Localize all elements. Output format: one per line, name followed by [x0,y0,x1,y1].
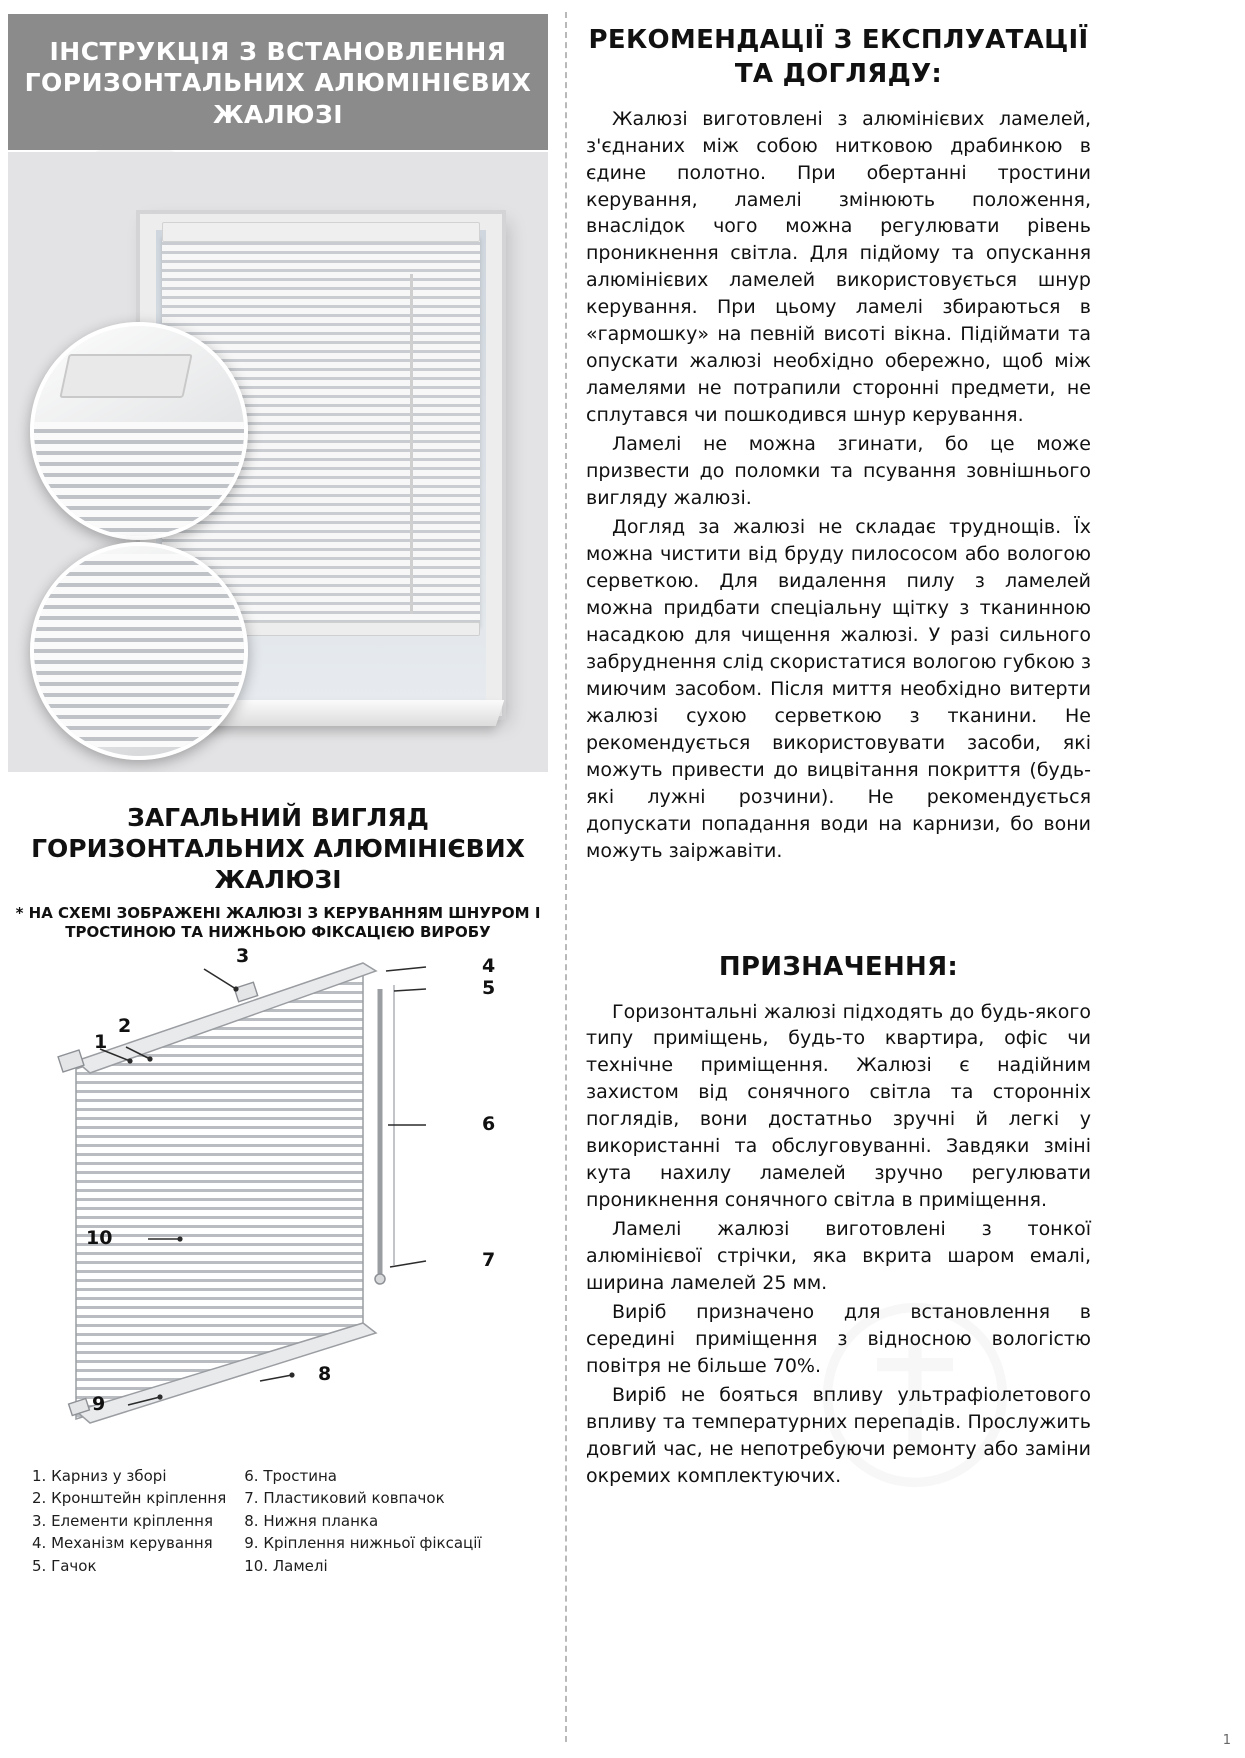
paragraph: Догляд за жалюзі не складає труднощів. Їх можна чистити від бруду пилососом або вологою серветкою. Для видалення пилу з ламелей можна придбати спеціальну щітку з тканинною насадкою для чищення жалюзі. У разі сильного забруднення слід скористатися вологою губкою з миючим засобом. Після миття необхідно витерти жалюзі сухою серветкою з тканини. Не рекомендується використовувати засоби, які можуть привести до вицвітання покриття (будь-які лужні розчини). Не рекомендується допускати попадання води на карнизи, бо вони можуть заіржавіти. [586,516,1091,862]
legend-item: 10. Ламелі [244,1556,328,1575]
detail-zoom-bracket [30,322,248,540]
callout-1: 1 [94,1030,108,1053]
callout-6: 6 [482,1112,496,1135]
legend-column-right [244,1465,481,1578]
callout-7: 7 [482,1248,496,1271]
purpose-heading: ПРИЗНАЧЕННЯ: [718,951,959,982]
callout-4: 4 [482,954,496,977]
detail-zoom-slats [30,542,248,760]
paragraph: Горизонтальні жалюзі підходять до будь-якого типу приміщень, будь-то квартира, офіс чи технічне приміщення. Жалюзі є надійним захистом від сонячного світла та сторонніх поглядів, вони достатньо зручні й легкі у використанні та обслуговуванні. Завдяки зміні кута нахилу ламелей зручно регулювати проникнення сонячного світла в приміщення. [586,1000,1091,1212]
paragraph: Ламелі жалюзі виготовлені з тонкої алюмінієвої стрічки, яка вкрита шаром емалі, ширина ламелей 25 мм. [586,1218,1091,1295]
care-heading: РЕКОМЕНДАЦІЇ З ЕКСПЛУАТАЦІЇ ТА ДОГЛЯДУ: [588,25,1089,89]
legend-item: 5. Гачок [32,1556,97,1575]
installation-photo [8,152,548,772]
callout-2: 2 [118,1014,132,1037]
callout-9: 9 [92,1392,106,1415]
column-divider [565,12,567,1742]
general-view-title: ЗАГАЛЬНИЙ ВИГЛЯД ГОРИЗОНТАЛЬНИХ АЛЮМІНІЄВИХ ЖАЛЮЗІ [31,802,525,895]
diagram-svg [8,949,548,1449]
right-column [586,24,1091,1492]
parts-legend [8,1459,548,1578]
paragraph: Жалюзі виготовлені з алюмінієвих ламелей, з'єднаних між собою нитковою драбинкою в єдине полотно. При обертанні тростини керування, ламелі змінюють положення, внаслідок чого можна регулювати рівень проникнення світла. Для підйому та опускання алюмінієвих ламелей використовується шнур керування. При цьому ламелі збираються в «гармошку» на певній висоті вікна. Підіймати та опускати жалюзі необхідно обережно, щоб між ламелями не потрапили сторонні предмети, не сплутався чи пошкодився шнур керування. [586,107,1091,427]
callout-8: 8 [318,1362,332,1385]
left-column [8,14,548,1577]
legend-item: 4. Механізм керування [32,1534,213,1552]
legend-item: 9. Кріплення нижньої фіксації [244,1534,482,1552]
legend-item: 1. Карниз у зборі [32,1466,167,1485]
callout-5: 5 [482,976,496,999]
legend-item: 6. Тростина [244,1466,337,1485]
legend-item: 7. Пластиковий ковпачок [244,1489,445,1507]
control-cord-illustration [410,274,413,614]
instruction-header-title: ІНСТРУКЦІЯ З ВСТАНОВЛЕННЯ ГОРИЗОНТАЛЬНИХ АЛЮМІНІЄВИХ ЖАЛЮЗІ [8,14,548,150]
paragraph: Виріб не бояться впливу ультрафіолетового впливу та температурних перепадів. Прослужить довгий час, не непотребуючи ремонту або заміни окремих комплектуючих. [586,1384,1091,1487]
general-view-subtitle: * НА СХЕМІ ЗОБРАЖЕНІ ЖАЛЮЗІ З КЕРУВАННЯМ ШНУРОМ І ТРОСТИНОЮ ТА НИЖНЬОЮ ФІКСАЦІЄЮ ВИРОБУ [15,903,541,941]
callout-10: 10 [86,1226,113,1249]
legend-item: 8. Нижня планка [244,1511,379,1530]
paragraph: Ламелі не можна згинати, бо це може призвести до поломки та псування зовнішнього вигляду жалюзі. [586,433,1091,510]
care-text [586,106,1091,865]
legend-column-left [32,1465,226,1578]
legend-item: 2. Кронштейн кріплення [32,1489,227,1507]
callout-3: 3 [236,944,250,967]
purpose-text [586,999,1091,1490]
paragraph: Виріб призначено для встановлення в середині приміщення з відносною вологістю повітря не більше 70%. [586,1301,1091,1378]
blind-parts-diagram [8,944,548,1449]
legend-item: 3. Елементи кріплення [32,1511,213,1530]
page-number: 1 [1222,1733,1231,1748]
